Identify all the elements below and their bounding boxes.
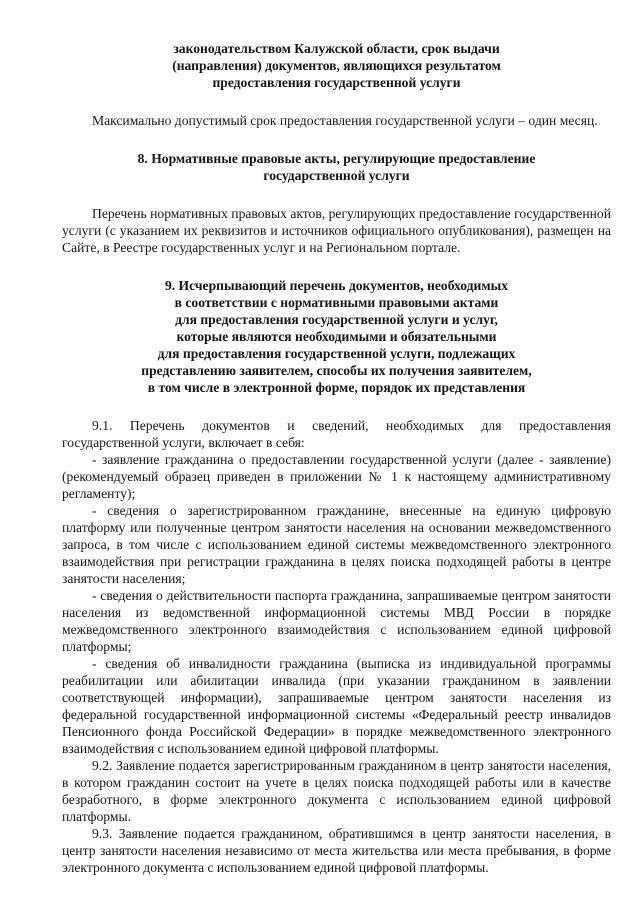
paragraph-9-3: 9.3. Заявление подается гражданином, обратившимся в центр занятости населения, в центр занятости населения независимо от места жительства или места пребывания, в форме электронного документа с использованием единой цифровой платформы. xyxy=(62,826,611,875)
intro-heading-line: предоставления государственной услуги xyxy=(212,75,461,90)
list-item: - сведения об инвалидности гражданина (выписка из индивидуальной программы реабилитации или абилитации инвалида (при указании гражданином в заявлении соответствующей информации), запрашиваемые центром занятости населения из федеральной государственной информационной системы «Федеральный реестр инвалидов Пенсионного фонда Российской Федерации» в порядке межведомственного электронного взаимодействия с использованием единой цифровой платформы. xyxy=(62,656,611,756)
section-9-heading-line: в том числе в электронной форме, порядок их представления xyxy=(147,380,526,395)
intro-heading-line: законодательством Калужской области, срок выдачи xyxy=(173,41,500,56)
section-8-heading xyxy=(62,150,611,184)
section-8-heading-line: 8. Нормативные правовые акты, регулирующие предоставление xyxy=(137,151,536,166)
section-9-heading-line: в соответствии с нормативными правовыми актами xyxy=(174,295,499,310)
list-item: - сведения о зарегистрированном гражданине, внесенные на единую цифровую платформу или полученные центром занятости населения на основании межведомственного запроса, в том числе с использованием единой системы межведомственного электронного взаимодействия при регистрации гражданина в целях поиска подходящей работы в центре занятости населения; xyxy=(62,503,611,586)
list-item: - сведения о действительности паспорта гражданина, запрашиваемые центром занятости населения из ведомственной информационной системы МВД России в порядке межведомственного электронного взаимодействия с использованием единой цифровой платформы; xyxy=(62,588,611,654)
section-9-heading xyxy=(62,277,611,396)
section-9-heading-line: для предоставления государственной услуги, подлежащих xyxy=(157,346,516,361)
intro-heading xyxy=(62,40,611,91)
intro-heading-line: (направления) документов, являющихся результатом xyxy=(172,58,501,73)
section-9-heading-line: для предоставления государственной услуги и услуг, xyxy=(175,312,498,327)
section-9-heading-line: представлению заявителем, способы их получения заявителем, xyxy=(141,363,532,378)
section-8-heading-line: государственной услуги xyxy=(263,168,410,183)
section-9-heading-line: которые являются необходимыми и обязательными xyxy=(176,329,497,344)
paragraph-9-2: 9.2. Заявление подается зарегистрированным гражданином в центр занятости населения, в котором гражданин состоит на учете в целях поиска подходящей работы или в качестве безработного, в форме электронного документа с использованием единой цифровой платформы. xyxy=(62,758,611,824)
section-9-heading-line: 9. Исчерпывающий перечень документов, необходимых xyxy=(164,278,509,293)
service-term-paragraph: Максимально допустимый срок предоставления государственной услуги – один месяц. xyxy=(92,113,598,128)
list-item: - заявление гражданина о предоставлении государственной услуги (далее - заявление) (рекомендуемый образец приведен в приложении № 1 к настоящему административному регламенту); xyxy=(62,452,611,501)
section-8-paragraph: Перечень нормативных правовых актов, регулирующих предоставление государственной услуги (с указанием их реквизитов и источников официального опубликования), размещен на Сайте, в Реестре государственных услуг и на Региональном портале. xyxy=(62,206,611,255)
paragraph-9-1: 9.1. Перечень документов и сведений, необходимых для предоставления государственной услуги, включает в себя: xyxy=(62,418,611,450)
